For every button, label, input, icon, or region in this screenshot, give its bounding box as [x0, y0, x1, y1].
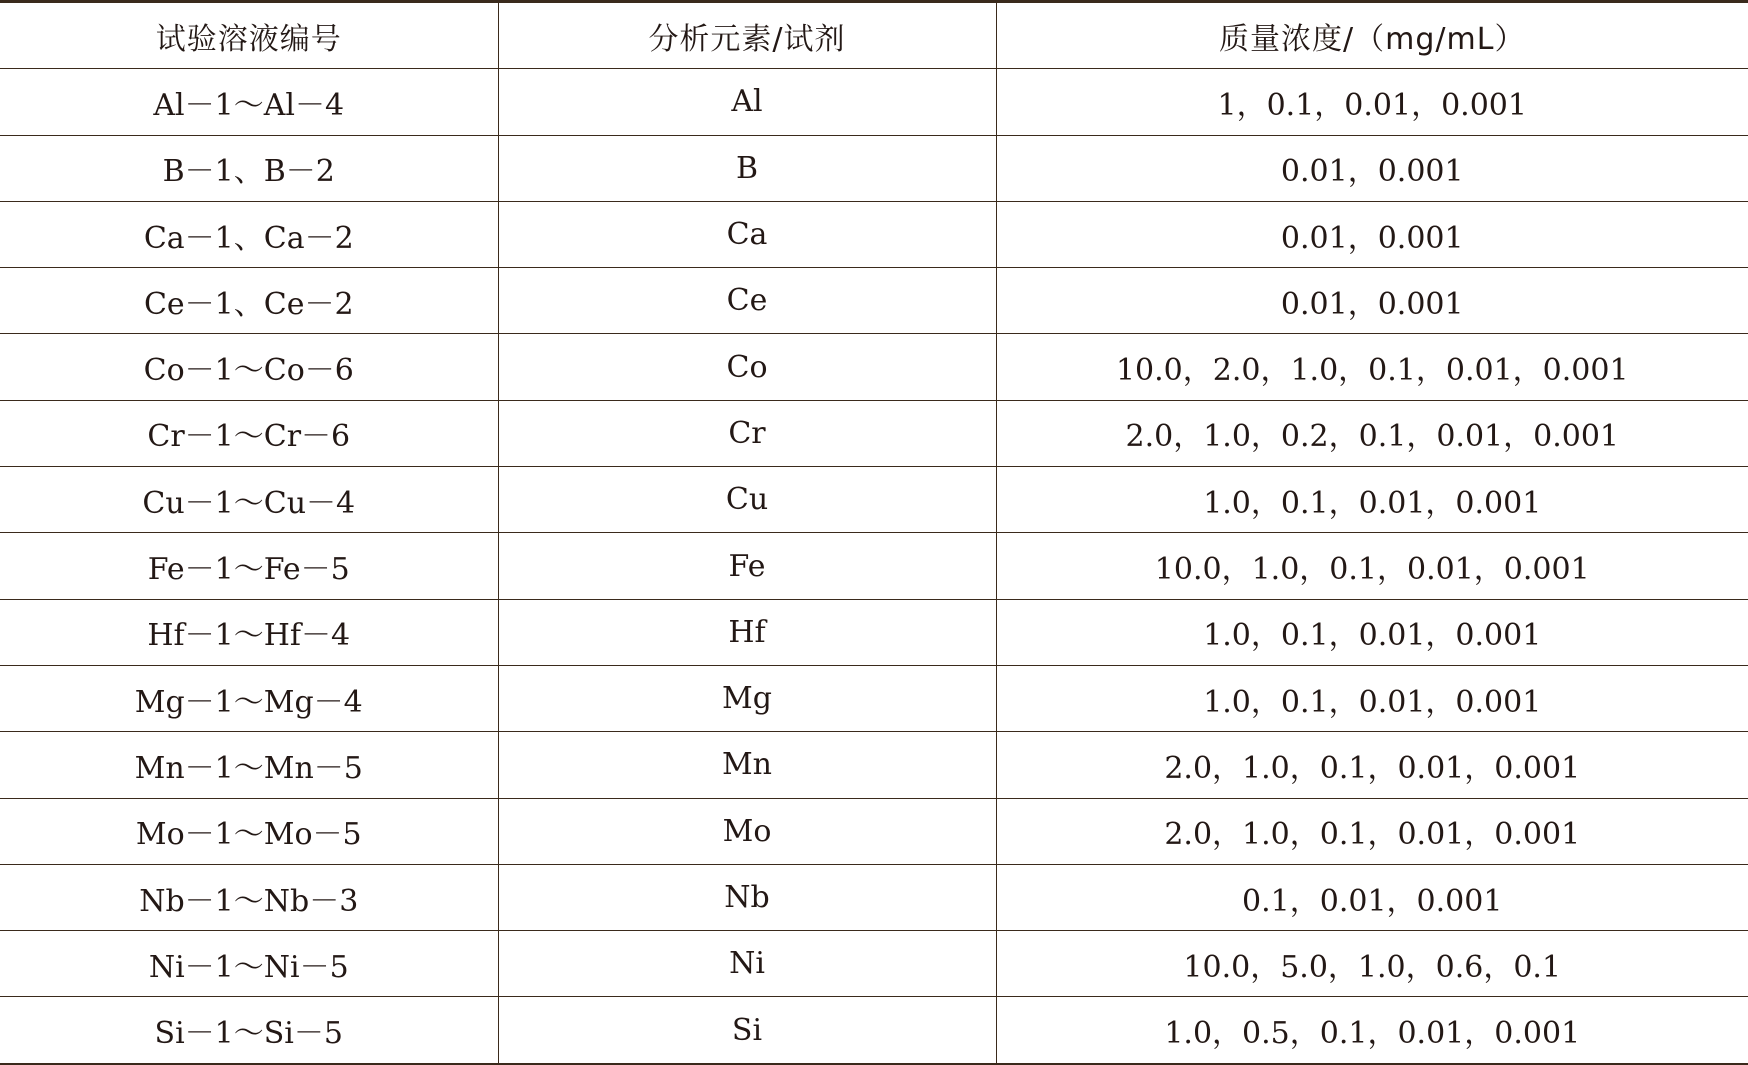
cell-solution-id: Mn－1～Mn－5 [0, 732, 498, 798]
cell-element: Ce [498, 268, 996, 334]
cell-element: Mg [498, 665, 996, 731]
cell-concentration: 2.0，1.0，0.1，0.01，0.001 [996, 732, 1748, 798]
cell-concentration: 1.0，0.1，0.01，0.001 [996, 467, 1748, 533]
cell-concentration: 1.0，0.1，0.01，0.001 [996, 665, 1748, 731]
cell-solution-id: Ca－1、Ca－2 [0, 201, 498, 267]
cell-solution-id: Cr－1～Cr－6 [0, 400, 498, 466]
table-row [0, 268, 1748, 334]
cell-concentration: 10.0，2.0，1.0，0.1，0.01，0.001 [996, 334, 1748, 400]
cell-element: Cu [498, 467, 996, 533]
cell-element: Hf [498, 599, 996, 665]
cell-concentration: 2.0，1.0，0.2，0.1，0.01，0.001 [996, 400, 1748, 466]
cell-element: Si [498, 997, 996, 1064]
table-row [0, 798, 1748, 864]
cell-element: Ni [498, 931, 996, 997]
table-row [0, 467, 1748, 533]
cell-solution-id: Fe－1～Fe－5 [0, 533, 498, 599]
cell-element: Nb [498, 864, 996, 930]
header-solution-id: 试验溶液编号 [0, 3, 498, 69]
cell-element: B [498, 135, 996, 201]
table-row [0, 665, 1748, 731]
cell-concentration: 0.01，0.001 [996, 135, 1748, 201]
cell-solution-id: Co－1～Co－6 [0, 334, 498, 400]
cell-element: Al [498, 69, 996, 135]
cell-solution-id: Nb－1～Nb－3 [0, 864, 498, 930]
cell-concentration: 0.01，0.001 [996, 268, 1748, 334]
table-row [0, 599, 1748, 665]
cell-solution-id: Ce－1、Ce－2 [0, 268, 498, 334]
cell-concentration: 1，0.1，0.01，0.001 [996, 69, 1748, 135]
table-body [0, 69, 1748, 1064]
cell-element: Mo [498, 798, 996, 864]
cell-solution-id: Mg－1～Mg－4 [0, 665, 498, 731]
table-row [0, 864, 1748, 930]
header-row [0, 3, 1748, 69]
cell-element: Fe [498, 533, 996, 599]
table-row [0, 732, 1748, 798]
cell-element: Mn [498, 732, 996, 798]
cell-concentration: 1.0，0.1，0.01，0.001 [996, 599, 1748, 665]
table-row [0, 135, 1748, 201]
header-mass-concentration: 质量浓度/（mg/mL） [996, 3, 1748, 69]
cell-solution-id: Hf－1～Hf－4 [0, 599, 498, 665]
table-row [0, 69, 1748, 135]
cell-solution-id: Ni－1～Ni－5 [0, 931, 498, 997]
header-element-reagent: 分析元素/试剂 [498, 3, 996, 69]
cell-concentration: 0.01，0.001 [996, 201, 1748, 267]
table-row [0, 201, 1748, 267]
cell-concentration: 10.0，1.0，0.1，0.01，0.001 [996, 533, 1748, 599]
cell-element: Cr [498, 400, 996, 466]
table-row [0, 334, 1748, 400]
cell-concentration: 1.0，0.5，0.1，0.01，0.001 [996, 997, 1748, 1064]
cell-solution-id: Mo－1～Mo－5 [0, 798, 498, 864]
cell-solution-id: Si－1～Si－5 [0, 997, 498, 1064]
concentration-table [0, 3, 1748, 1065]
cell-element: Co [498, 334, 996, 400]
cell-concentration: 0.1，0.01，0.001 [996, 864, 1748, 930]
cell-solution-id: Cu－1～Cu－4 [0, 467, 498, 533]
cell-concentration: 10.0，5.0，1.0，0.6，0.1 [996, 931, 1748, 997]
cell-solution-id: B－1、B－2 [0, 135, 498, 201]
table-row [0, 997, 1748, 1064]
cell-solution-id: Al－1～Al－4 [0, 69, 498, 135]
cell-concentration: 2.0，1.0，0.1，0.01，0.001 [996, 798, 1748, 864]
cell-element: Ca [498, 201, 996, 267]
table-row [0, 533, 1748, 599]
table-row [0, 931, 1748, 997]
table-row [0, 400, 1748, 466]
